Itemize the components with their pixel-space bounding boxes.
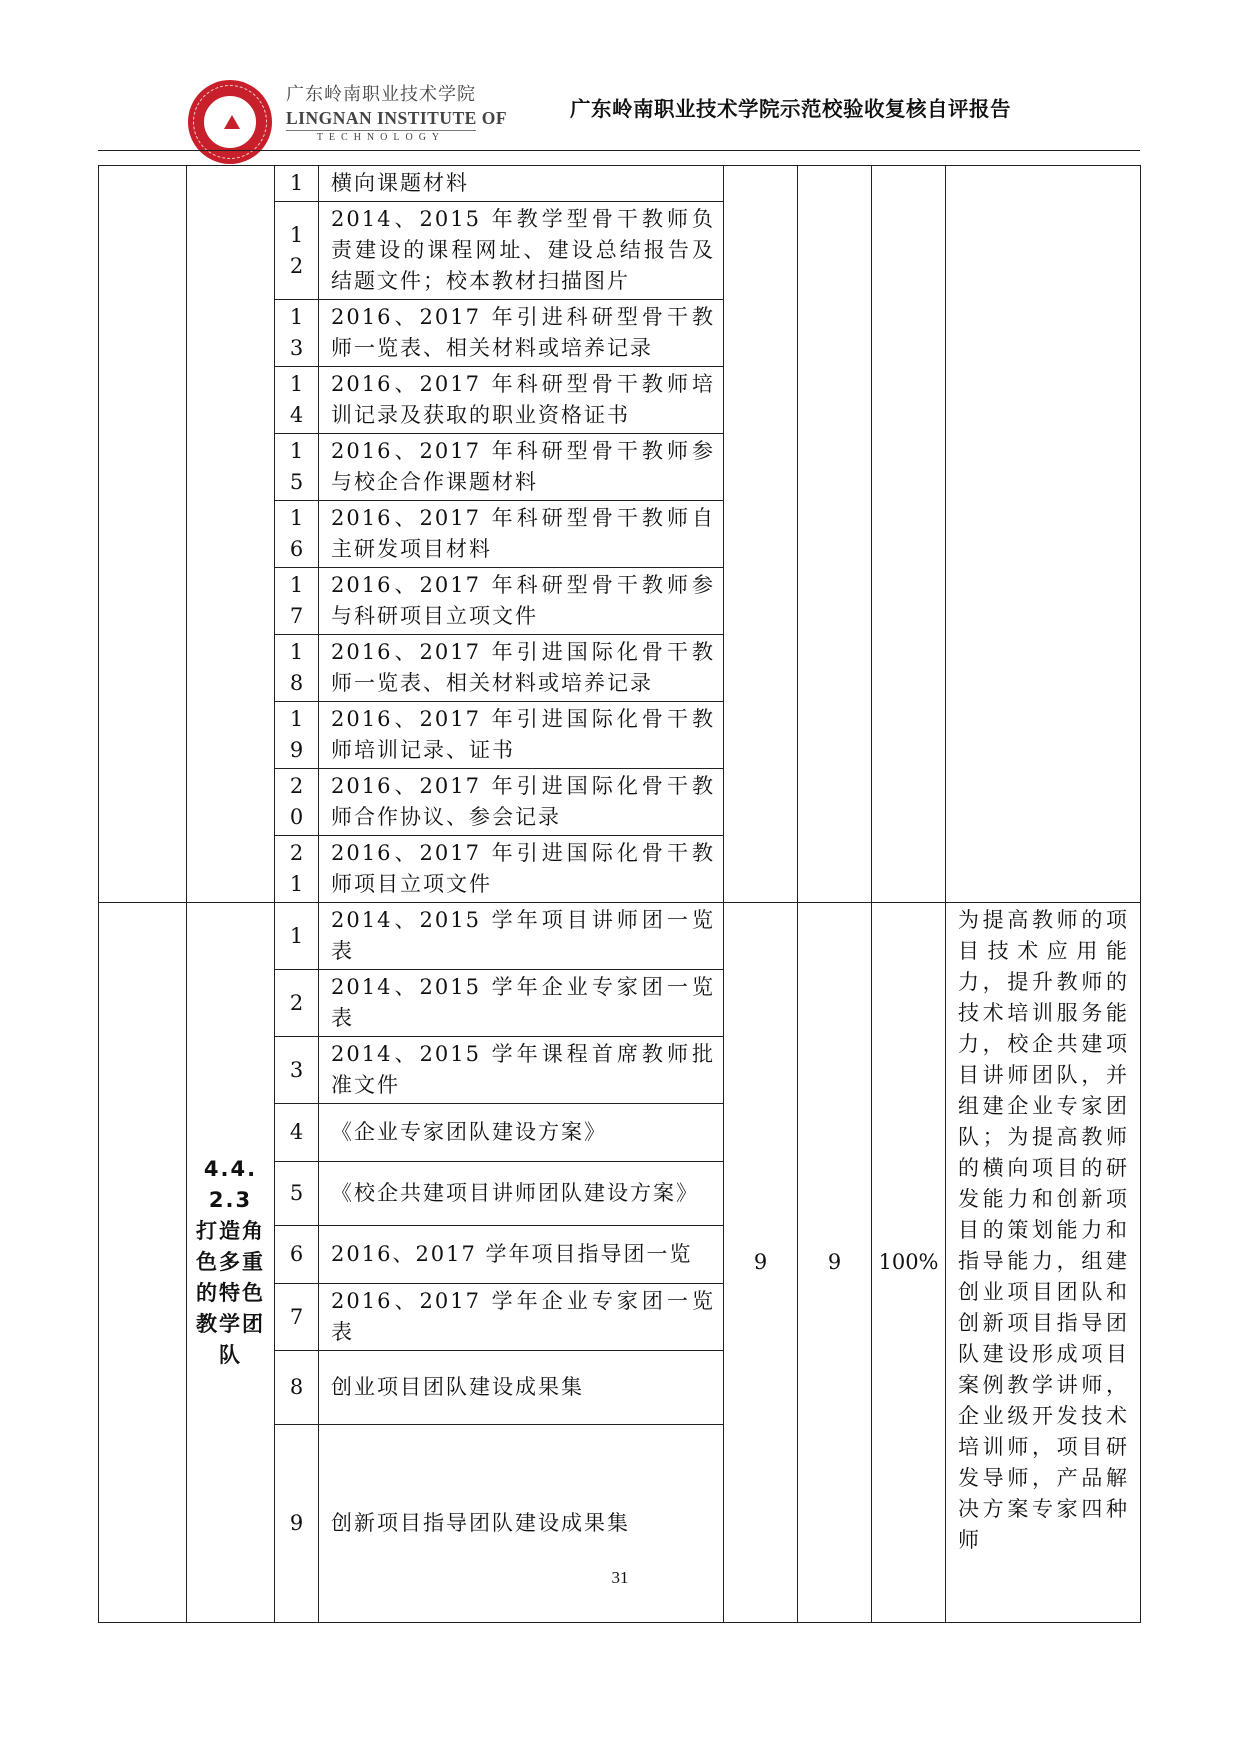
material-text: 创新项目指导团队建设成果集	[319, 1425, 724, 1623]
material-text: 2016、2017 年科研型骨干教师参与校企合作课题材料	[319, 434, 724, 501]
material-text: 2016、2017 年引进科研型骨干教师一览表、相关材料或培养记录	[319, 300, 724, 367]
seal-inner	[202, 94, 258, 150]
row-number: 14	[275, 367, 319, 434]
material-text: 2014、2015 学年企业专家团一览表	[319, 970, 724, 1037]
logo-text	[286, 80, 508, 143]
table-row	[99, 166, 1141, 202]
material-text: 2016、2017 年科研型骨干教师培训记录及获取的职业资格证书	[319, 367, 724, 434]
subsection-title: 4.4.2.3 打造角色多重的特色教学团队	[187, 903, 275, 1623]
school-seal-logo-icon	[188, 80, 272, 164]
material-text: 2016、2017 年科研型骨干教师参与科研项目立项文件	[319, 568, 724, 635]
material-text: 2016、2017 学年企业专家团一览表	[319, 1284, 724, 1351]
row-number: 1	[275, 903, 319, 970]
row-number: 21	[275, 836, 319, 903]
planned-cell-empty	[724, 166, 798, 903]
completion-rate: 100%	[872, 903, 946, 1623]
seal-mark-icon	[224, 115, 240, 129]
material-text: 2016、2017 年引进国际化骨干教师项目立项文件	[319, 836, 724, 903]
material-text: 2016、2017 年引进国际化骨干教师合作协议、参会记录	[319, 769, 724, 836]
material-text: 2014、2015 学年项目讲师团一览表	[319, 903, 724, 970]
logo-name-en-sub: TECHNOLOGY	[286, 130, 476, 143]
row-number: 9	[275, 1425, 319, 1623]
row-number: 8	[275, 1351, 319, 1425]
evidence-table	[98, 165, 1141, 1623]
material-text: 2016、2017 年引进国际化骨干教师培训记录、证书	[319, 702, 724, 769]
row-number: 19	[275, 702, 319, 769]
section-cell-empty	[99, 903, 187, 1623]
row-number: 5	[275, 1162, 319, 1226]
completed-cell-empty	[798, 166, 872, 903]
report-title: 广东岭南职业技术学院示范校验收复核自评报告	[570, 97, 1011, 121]
planned-count: 9	[724, 903, 798, 1623]
material-text: 《校企共建项目讲师团队建设方案》	[319, 1162, 724, 1226]
row-number: 6	[275, 1226, 319, 1284]
row-number: 15	[275, 434, 319, 501]
page-number: 31	[611, 1568, 629, 1587]
completed-count: 9	[798, 903, 872, 1623]
row-number: 2	[275, 970, 319, 1037]
material-text: 《企业专家团队建设方案》	[319, 1104, 724, 1162]
header-divider	[98, 150, 1140, 151]
logo-name-en: LINGNAN INSTITUTE OF	[286, 108, 508, 128]
row-number: 3	[275, 1037, 319, 1104]
row-number: 16	[275, 501, 319, 568]
row-number: 7	[275, 1284, 319, 1351]
logo-name-cn: 广东岭南职业技术学院	[286, 84, 476, 105]
note-cell-empty	[946, 166, 1141, 903]
row-number: 13	[275, 300, 319, 367]
material-text: 2016、2017 年引进国际化骨干教师一览表、相关材料或培养记录	[319, 635, 724, 702]
row-number: 17	[275, 568, 319, 635]
material-text: 横向课题材料	[319, 166, 724, 202]
section-cell-empty	[99, 166, 187, 903]
table-row	[99, 903, 1141, 970]
row-number: 12	[275, 202, 319, 300]
subsection-cell-empty	[187, 166, 275, 903]
row-number: 20	[275, 769, 319, 836]
material-text: 2014、2015 年教学型骨干教师负责建设的课程网址、建设总结报告及结题文件；校本教材扫描图片	[319, 202, 724, 300]
row-number: 18	[275, 635, 319, 702]
rate-cell-empty	[872, 166, 946, 903]
material-text: 创业项目团队建设成果集	[319, 1351, 724, 1425]
row-number: 1	[275, 166, 319, 202]
page-header	[0, 0, 1240, 150]
material-text: 2014、2015 学年课程首席教师批准文件	[319, 1037, 724, 1104]
material-text: 2016、2017 学年项目指导团一览	[319, 1226, 724, 1284]
row-number: 4	[275, 1104, 319, 1162]
description-note: 为提高教师的项目技术应用能力，提升教师的技术培训服务能力，校企共建项目讲师团队，并组建企业专家团队；为提高教师的横向项目的研发能力和创新项目的策划能力和指导能力，组建创业项目团队和创新项目指导团队建设形成项目案例教学讲师，企业级开发技术培训师，项目研发导师，产品解决方案专家四种师	[946, 903, 1141, 1623]
material-text: 2016、2017 年科研型骨干教师自主研发项目材料	[319, 501, 724, 568]
